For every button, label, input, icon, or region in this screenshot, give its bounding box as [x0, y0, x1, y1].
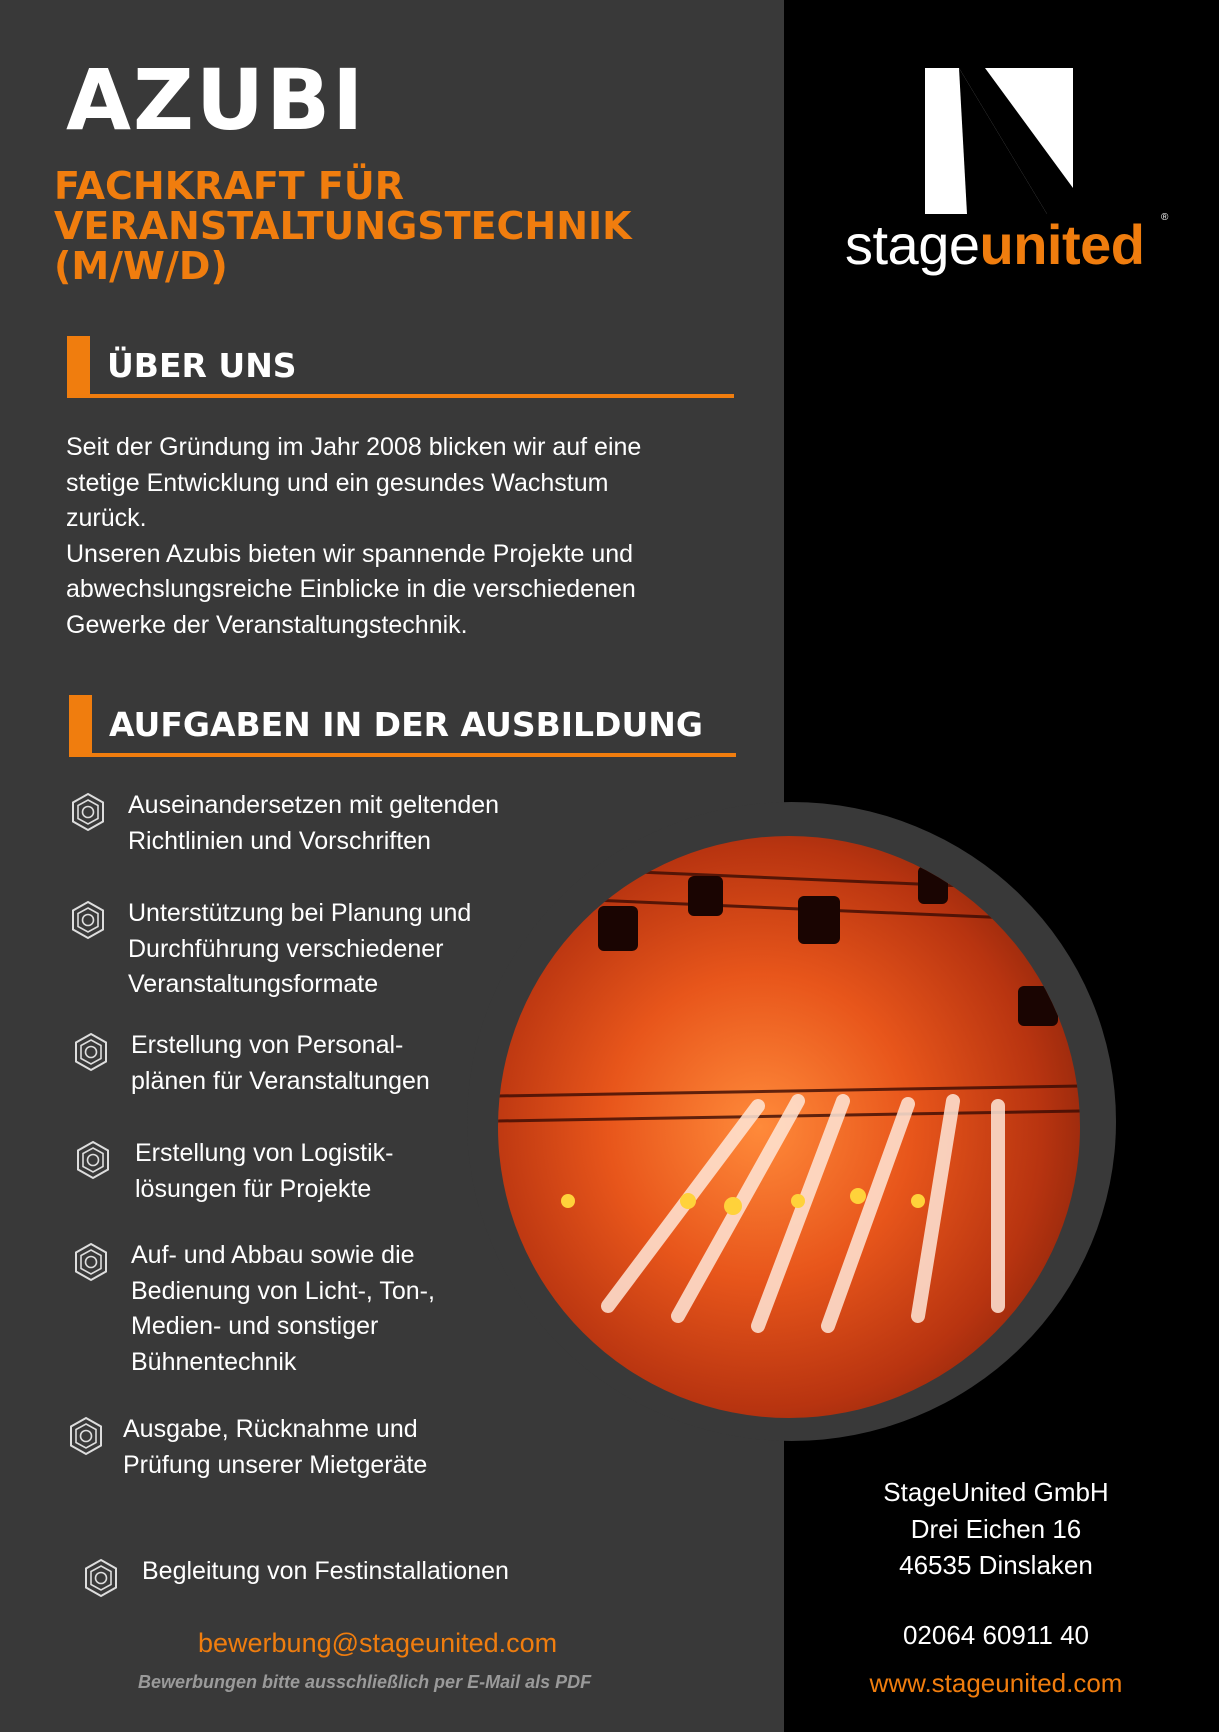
- application-email-link[interactable]: bewerbung@stageunited.com: [198, 1628, 558, 1658]
- section-accent-bar: [69, 695, 92, 757]
- hex-nut-icon: [73, 1032, 109, 1072]
- task-text: Ausgabe, Rücknahme und Prüfung unserer Mietgeräte: [123, 1415, 428, 1479]
- logo-text-accent: united: [979, 213, 1145, 276]
- hex-nut-icon: [70, 792, 106, 832]
- company-name: StageUnited GmbH: [883, 1477, 1109, 1507]
- tasks-section-header: [69, 695, 736, 757]
- task-text: Begleitung von Festinstallationen: [142, 1557, 509, 1585]
- registered-mark: ®: [1161, 212, 1169, 223]
- task-text: Erstellung von Logistik- lösungen für Projekte: [135, 1139, 394, 1203]
- task-text: Auseinandersetzen mit geltenden Richtlinien und Vorschriften: [128, 791, 500, 855]
- company-address: [820, 1474, 1172, 1584]
- company-city: 46535 Dinslaken: [899, 1550, 1093, 1580]
- section-underline: [92, 753, 736, 757]
- task-text: Unterstützung bei Planung und Durchführung verschiedener Veranstaltungsformate: [128, 899, 472, 998]
- about-text: Seit der Gründung im Jahr 2008 blicken wir auf eine stetige Entwicklung und ein gesundes Wachstum zurück. Unseren Azubis bieten wir spannende Projekte und abwechslungsreiche Einblicke in die verschiedenen Gewerke der Veranstaltungstechnik.: [66, 433, 642, 639]
- logo-text-plain: stage: [845, 213, 980, 276]
- subtitle-line: VERANSTALTUNGSTECHNIK: [54, 204, 632, 248]
- task-text: Erstellung von Personal- plänen für Veranstaltungen: [131, 1031, 430, 1095]
- section-accent-bar: [67, 336, 90, 398]
- company-website-link[interactable]: www.stageunited.com: [869, 1668, 1123, 1698]
- hex-nut-icon: [70, 900, 106, 940]
- stageunited-logo-mark: [925, 68, 1073, 214]
- hex-nut-icon: [75, 1140, 111, 1180]
- hex-nut-icon: [83, 1558, 119, 1598]
- company-street: Drei Eichen 16: [910, 1513, 1082, 1544]
- about-section-header: [67, 336, 734, 398]
- about-heading: ÜBER UNS: [107, 346, 297, 385]
- hex-nut-icon: [68, 1416, 104, 1456]
- company-phone[interactable]: 02064 60911 40: [902, 1620, 1090, 1650]
- task-text: Auf- und Abbau sowie die Bedienung von Licht-, Ton-, Medien- und sonstiger Bühnentechnik: [131, 1241, 435, 1376]
- hex-nut-icon: [73, 1242, 109, 1282]
- page-title: AZUBI: [66, 51, 366, 149]
- stageunited-logo-text: [845, 212, 1144, 277]
- subtitle-line: (M/W/D): [54, 244, 228, 288]
- application-note: Bewerbungen bitte ausschließlich per E-Mail als PDF: [138, 1672, 592, 1692]
- stage-lighting-photo: [498, 836, 1080, 1418]
- subtitle-line: FACHKRAFT FÜR: [54, 164, 404, 208]
- tasks-heading: AUFGABEN IN DER AUSBILDUNG: [109, 705, 703, 744]
- section-underline: [90, 394, 734, 398]
- job-subtitle: [54, 166, 694, 286]
